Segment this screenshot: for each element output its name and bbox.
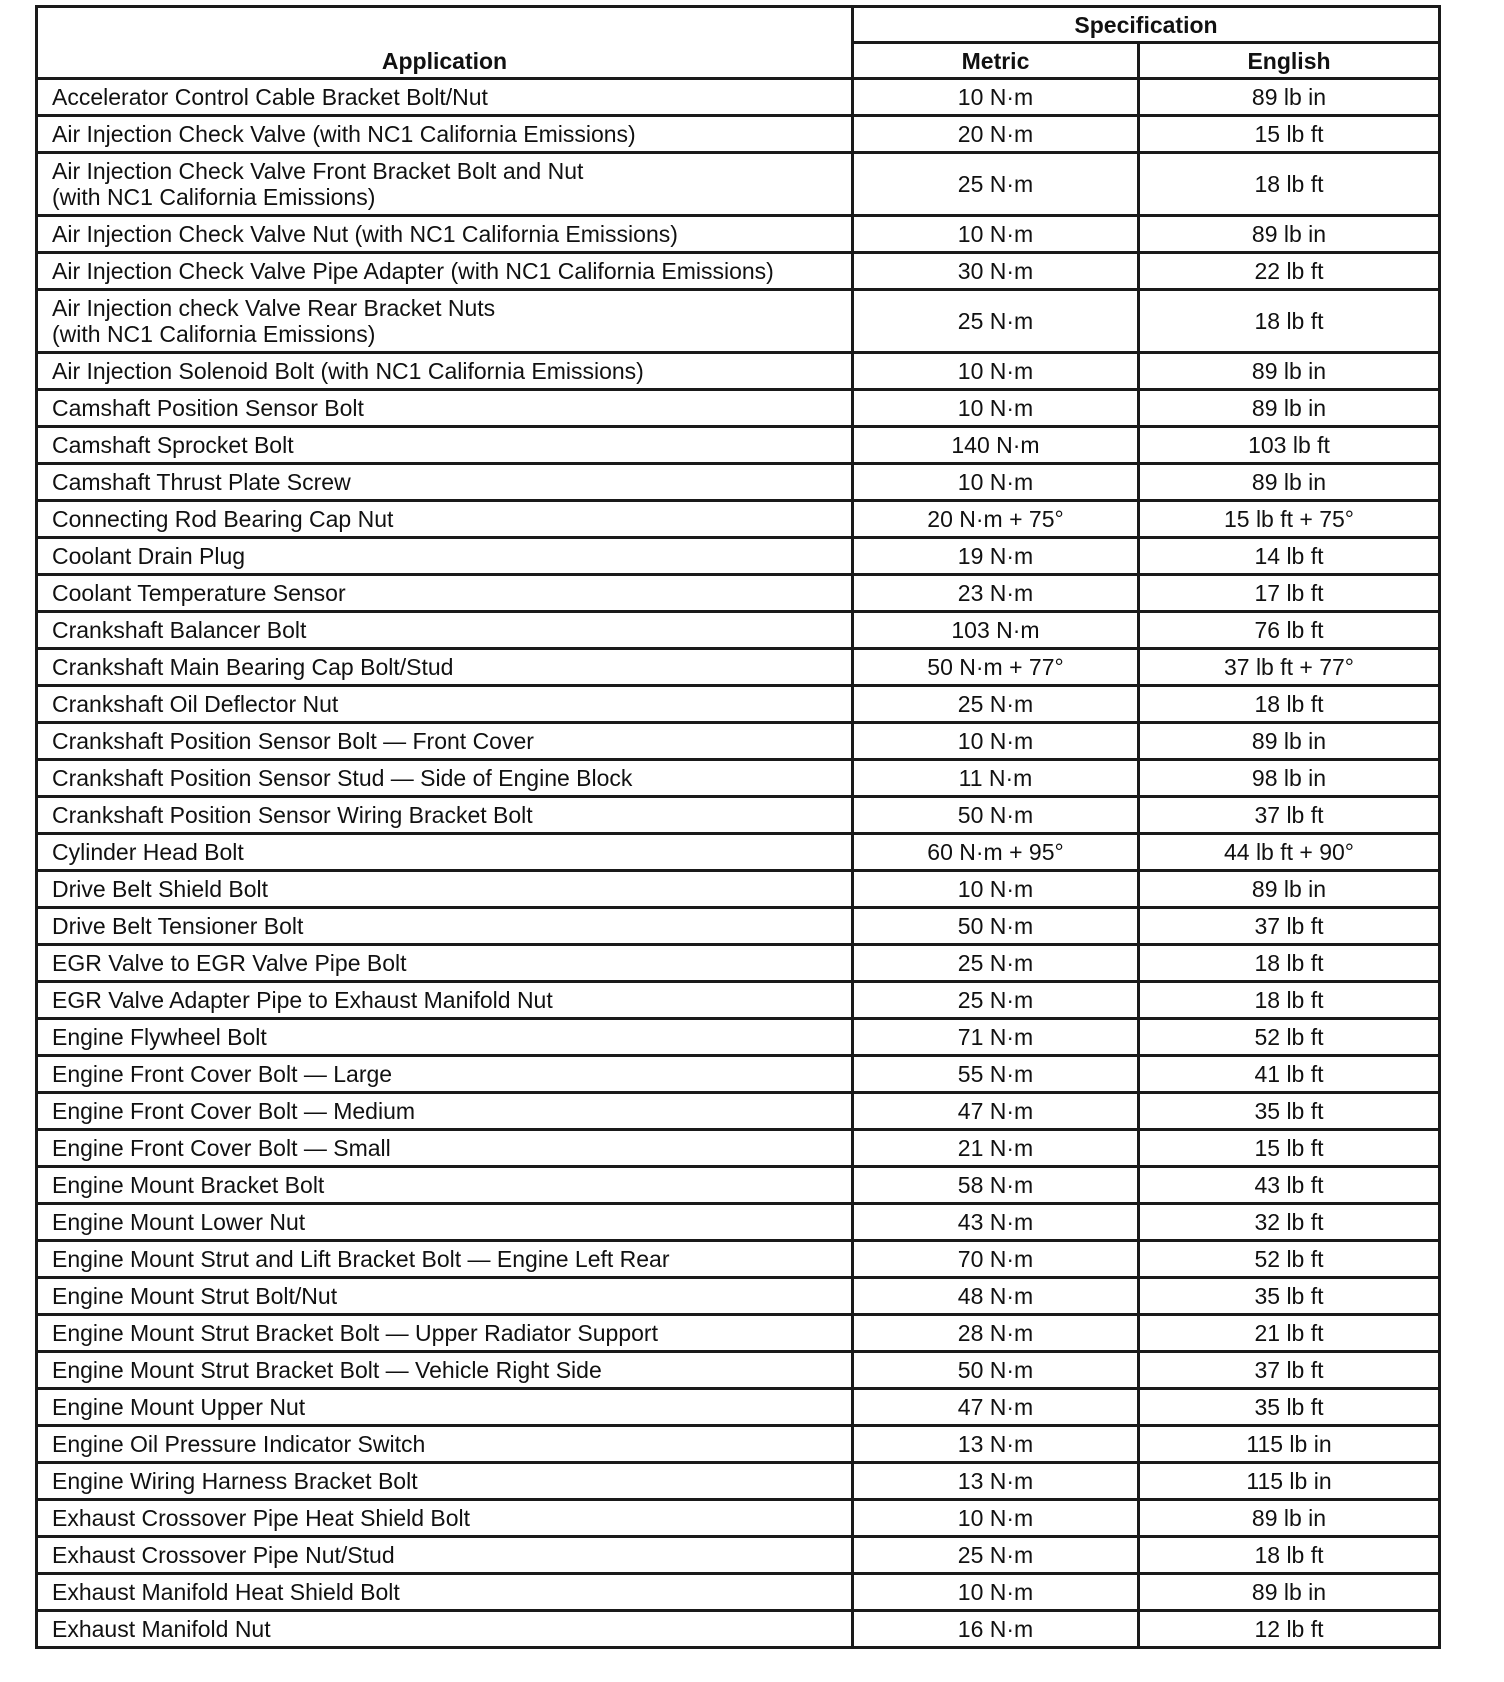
metric-value-cell: 50 N·m xyxy=(853,908,1139,945)
specification-column-header: Specification xyxy=(853,7,1440,43)
table-row xyxy=(37,501,1440,538)
table-row xyxy=(37,153,1440,216)
application-cell: Exhaust Manifold Heat Shield Bolt xyxy=(37,1574,853,1611)
english-value-cell: 98 lb in xyxy=(1139,760,1440,797)
metric-value-cell: 140 N·m xyxy=(853,427,1139,464)
english-value-cell: 18 lb ft xyxy=(1139,982,1440,1019)
table-row xyxy=(37,1537,1440,1574)
english-value-cell: 18 lb ft xyxy=(1139,153,1440,216)
metric-value-cell: 50 N·m + 77° xyxy=(853,649,1139,686)
english-value-cell: 18 lb ft xyxy=(1139,686,1440,723)
metric-value-cell: 10 N·m xyxy=(853,353,1139,390)
table-row xyxy=(37,1315,1440,1352)
table-row xyxy=(37,1463,1440,1500)
table-row xyxy=(37,797,1440,834)
table-row xyxy=(37,686,1440,723)
table-row xyxy=(37,427,1440,464)
metric-value-cell: 25 N·m xyxy=(853,290,1139,353)
english-value-cell: 15 lb ft + 75° xyxy=(1139,501,1440,538)
table-row xyxy=(37,353,1440,390)
metric-value-cell: 47 N·m xyxy=(853,1093,1139,1130)
application-cell: Engine Mount Strut and Lift Bracket Bolt — Engine Left Rear xyxy=(37,1241,853,1278)
application-cell: Camshaft Thrust Plate Screw xyxy=(37,464,853,501)
english-value-cell: 18 lb ft xyxy=(1139,945,1440,982)
table-row xyxy=(37,982,1440,1019)
application-cell: Engine Flywheel Bolt xyxy=(37,1019,853,1056)
table-row xyxy=(37,1019,1440,1056)
metric-value-cell: 55 N·m xyxy=(853,1056,1139,1093)
metric-value-cell: 10 N·m xyxy=(853,216,1139,253)
metric-value-cell: 25 N·m xyxy=(853,686,1139,723)
metric-value-cell: 58 N·m xyxy=(853,1167,1139,1204)
application-cell: Engine Wiring Harness Bracket Bolt xyxy=(37,1463,853,1500)
english-value-cell: 18 lb ft xyxy=(1139,1537,1440,1574)
application-cell: Drive Belt Tensioner Bolt xyxy=(37,908,853,945)
metric-value-cell: 25 N·m xyxy=(853,153,1139,216)
application-cell: Coolant Drain Plug xyxy=(37,538,853,575)
table-row xyxy=(37,760,1440,797)
english-value-cell: 37 lb ft xyxy=(1139,797,1440,834)
metric-value-cell: 50 N·m xyxy=(853,797,1139,834)
english-value-cell: 103 lb ft xyxy=(1139,427,1440,464)
application-cell: Crankshaft Position Sensor Bolt — Front Cover xyxy=(37,723,853,760)
application-cell: Drive Belt Shield Bolt xyxy=(37,871,853,908)
metric-value-cell: 19 N·m xyxy=(853,538,1139,575)
table-row xyxy=(37,1093,1440,1130)
metric-value-cell: 23 N·m xyxy=(853,575,1139,612)
english-value-cell: 15 lb ft xyxy=(1139,1130,1440,1167)
metric-value-cell: 71 N·m xyxy=(853,1019,1139,1056)
english-value-cell: 37 lb ft xyxy=(1139,908,1440,945)
english-value-cell: 89 lb in xyxy=(1139,353,1440,390)
table-row xyxy=(37,464,1440,501)
metric-value-cell: 30 N·m xyxy=(853,253,1139,290)
metric-value-cell: 10 N·m xyxy=(853,871,1139,908)
metric-value-cell: 10 N·m xyxy=(853,1500,1139,1537)
english-value-cell: 89 lb in xyxy=(1139,79,1440,116)
table-row xyxy=(37,216,1440,253)
table-row xyxy=(37,253,1440,290)
metric-value-cell: 25 N·m xyxy=(853,982,1139,1019)
metric-value-cell: 21 N·m xyxy=(853,1130,1139,1167)
english-value-cell: 89 lb in xyxy=(1139,390,1440,427)
english-value-cell: 89 lb in xyxy=(1139,871,1440,908)
table-row xyxy=(37,834,1440,871)
metric-value-cell: 20 N·m xyxy=(853,116,1139,153)
english-value-cell: 89 lb in xyxy=(1139,464,1440,501)
english-value-cell: 32 lb ft xyxy=(1139,1204,1440,1241)
table-row xyxy=(37,945,1440,982)
english-value-cell: 52 lb ft xyxy=(1139,1019,1440,1056)
application-cell: Camshaft Position Sensor Bolt xyxy=(37,390,853,427)
english-value-cell: 35 lb ft xyxy=(1139,1389,1440,1426)
metric-value-cell: 47 N·m xyxy=(853,1389,1139,1426)
table-row xyxy=(37,1204,1440,1241)
english-value-cell: 35 lb ft xyxy=(1139,1093,1440,1130)
application-cell: Crankshaft Oil Deflector Nut xyxy=(37,686,853,723)
table-row xyxy=(37,871,1440,908)
application-cell: Engine Front Cover Bolt — Small xyxy=(37,1130,853,1167)
application-cell: Exhaust Crossover Pipe Nut/Stud xyxy=(37,1537,853,1574)
english-value-cell: 37 lb ft xyxy=(1139,1352,1440,1389)
metric-value-cell: 48 N·m xyxy=(853,1278,1139,1315)
application-cell: EGR Valve Adapter Pipe to Exhaust Manifold Nut xyxy=(37,982,853,1019)
application-cell: Coolant Temperature Sensor xyxy=(37,575,853,612)
english-value-cell: 44 lb ft + 90° xyxy=(1139,834,1440,871)
application-cell: Crankshaft Position Sensor Wiring Bracket Bolt xyxy=(37,797,853,834)
application-cell: Air Injection Check Valve Pipe Adapter (with NC1 California Emissions) xyxy=(37,253,853,290)
table-row xyxy=(37,538,1440,575)
table-row xyxy=(37,575,1440,612)
metric-column-header: Metric xyxy=(853,43,1139,79)
table-row xyxy=(37,1278,1440,1315)
metric-value-cell: 13 N·m xyxy=(853,1426,1139,1463)
english-value-cell: 35 lb ft xyxy=(1139,1278,1440,1315)
application-cell: Engine Oil Pressure Indicator Switch xyxy=(37,1426,853,1463)
metric-value-cell: 10 N·m xyxy=(853,79,1139,116)
table-header xyxy=(37,7,1440,79)
english-value-cell: 89 lb in xyxy=(1139,1500,1440,1537)
english-value-cell: 21 lb ft xyxy=(1139,1315,1440,1352)
table-row xyxy=(37,79,1440,116)
english-value-cell: 22 lb ft xyxy=(1139,253,1440,290)
table-row xyxy=(37,612,1440,649)
english-value-cell: 115 lb in xyxy=(1139,1426,1440,1463)
application-cell: Engine Mount Strut Bolt/Nut xyxy=(37,1278,853,1315)
metric-value-cell: 11 N·m xyxy=(853,760,1139,797)
metric-value-cell: 10 N·m xyxy=(853,390,1139,427)
table-row xyxy=(37,1574,1440,1611)
torque-specification-table xyxy=(35,5,1441,1649)
english-column-header: English xyxy=(1139,43,1440,79)
application-cell: Connecting Rod Bearing Cap Nut xyxy=(37,501,853,538)
english-value-cell: 12 lb ft xyxy=(1139,1611,1440,1648)
metric-value-cell: 25 N·m xyxy=(853,1537,1139,1574)
application-cell: Crankshaft Main Bearing Cap Bolt/Stud xyxy=(37,649,853,686)
metric-value-cell: 10 N·m xyxy=(853,464,1139,501)
table-row xyxy=(37,290,1440,353)
application-cell: Exhaust Manifold Nut xyxy=(37,1611,853,1648)
metric-value-cell: 50 N·m xyxy=(853,1352,1139,1389)
table-row xyxy=(37,1130,1440,1167)
application-column-header: Application xyxy=(37,7,853,79)
english-value-cell: 43 lb ft xyxy=(1139,1167,1440,1204)
application-cell: Crankshaft Balancer Bolt xyxy=(37,612,853,649)
table-row xyxy=(37,1389,1440,1426)
english-value-cell: 37 lb ft + 77° xyxy=(1139,649,1440,686)
table-row xyxy=(37,1426,1440,1463)
table-row xyxy=(37,390,1440,427)
table-body xyxy=(37,79,1440,1648)
application-cell: Air Injection Solenoid Bolt (with NC1 California Emissions) xyxy=(37,353,853,390)
metric-value-cell: 16 N·m xyxy=(853,1611,1139,1648)
metric-value-cell: 10 N·m xyxy=(853,1574,1139,1611)
metric-value-cell: 60 N·m + 95° xyxy=(853,834,1139,871)
table-row xyxy=(37,723,1440,760)
table-row xyxy=(37,1241,1440,1278)
application-cell: Engine Front Cover Bolt — Large xyxy=(37,1056,853,1093)
application-cell: Air Injection Check Valve Nut (with NC1 California Emissions) xyxy=(37,216,853,253)
application-cell: Camshaft Sprocket Bolt xyxy=(37,427,853,464)
application-cell: Engine Front Cover Bolt — Medium xyxy=(37,1093,853,1130)
application-cell: Engine Mount Strut Bracket Bolt — Vehicle Right Side xyxy=(37,1352,853,1389)
table-row xyxy=(37,1167,1440,1204)
metric-value-cell: 20 N·m + 75° xyxy=(853,501,1139,538)
metric-value-cell: 103 N·m xyxy=(853,612,1139,649)
metric-value-cell: 70 N·m xyxy=(853,1241,1139,1278)
application-cell: Accelerator Control Cable Bracket Bolt/Nut xyxy=(37,79,853,116)
english-value-cell: 18 lb ft xyxy=(1139,290,1440,353)
application-cell: EGR Valve to EGR Valve Pipe Bolt xyxy=(37,945,853,982)
table-row xyxy=(37,1056,1440,1093)
english-value-cell: 89 lb in xyxy=(1139,723,1440,760)
metric-value-cell: 43 N·m xyxy=(853,1204,1139,1241)
application-cell: Cylinder Head Bolt xyxy=(37,834,853,871)
english-value-cell: 76 lb ft xyxy=(1139,612,1440,649)
table-row xyxy=(37,116,1440,153)
english-value-cell: 115 lb in xyxy=(1139,1463,1440,1500)
application-cell: Engine Mount Bracket Bolt xyxy=(37,1167,853,1204)
application-cell: Exhaust Crossover Pipe Heat Shield Bolt xyxy=(37,1500,853,1537)
table-row xyxy=(37,1611,1440,1648)
application-cell: Engine Mount Strut Bracket Bolt — Upper Radiator Support xyxy=(37,1315,853,1352)
english-value-cell: 15 lb ft xyxy=(1139,116,1440,153)
application-cell: Engine Mount Upper Nut xyxy=(37,1389,853,1426)
application-cell: Engine Mount Lower Nut xyxy=(37,1204,853,1241)
application-cell: Air Injection check Valve Rear Bracket Nuts (with NC1 California Emissions) xyxy=(37,290,853,353)
application-cell: Air Injection Check Valve Front Bracket Bolt and Nut (with NC1 California Emissions) xyxy=(37,153,853,216)
table-row xyxy=(37,1500,1440,1537)
english-value-cell: 89 lb in xyxy=(1139,216,1440,253)
metric-value-cell: 28 N·m xyxy=(853,1315,1139,1352)
english-value-cell: 41 lb ft xyxy=(1139,1056,1440,1093)
application-cell: Crankshaft Position Sensor Stud — Side of Engine Block xyxy=(37,760,853,797)
english-value-cell: 14 lb ft xyxy=(1139,538,1440,575)
english-value-cell: 89 lb in xyxy=(1139,1574,1440,1611)
english-value-cell: 52 lb ft xyxy=(1139,1241,1440,1278)
application-cell: Air Injection Check Valve (with NC1 California Emissions) xyxy=(37,116,853,153)
metric-value-cell: 10 N·m xyxy=(853,723,1139,760)
metric-value-cell: 13 N·m xyxy=(853,1463,1139,1500)
table-row xyxy=(37,908,1440,945)
table-row xyxy=(37,649,1440,686)
english-value-cell: 17 lb ft xyxy=(1139,575,1440,612)
table-row xyxy=(37,1352,1440,1389)
metric-value-cell: 25 N·m xyxy=(853,945,1139,982)
